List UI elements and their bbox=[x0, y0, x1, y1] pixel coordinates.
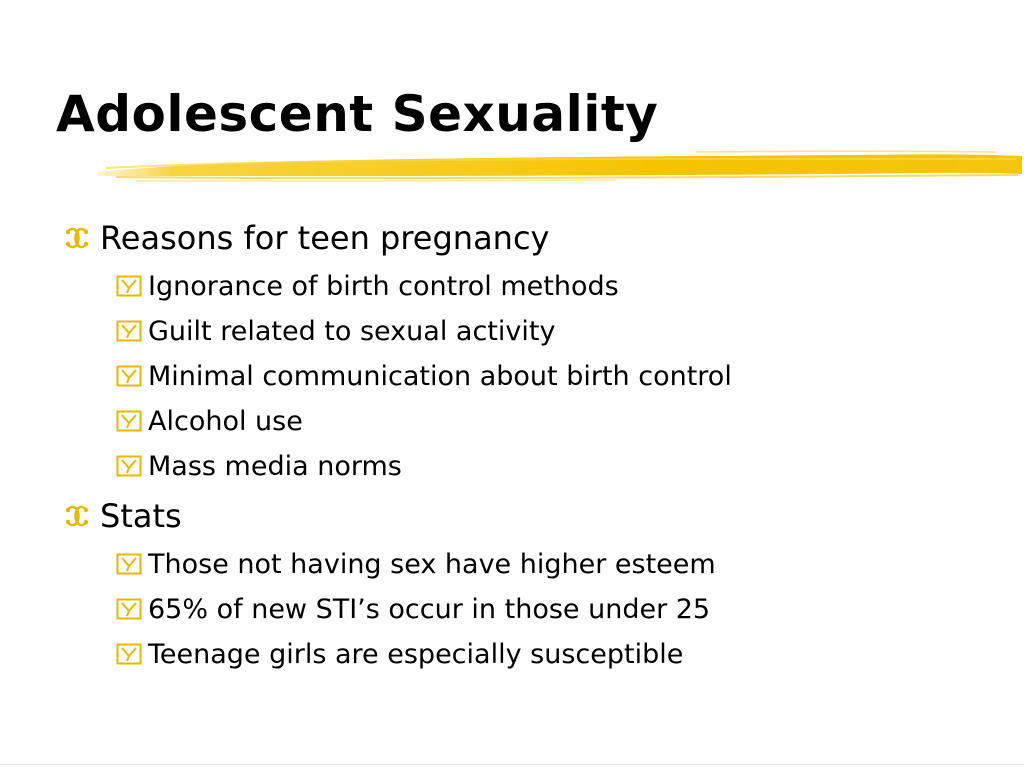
list-item-text: Minimal communication about birth control bbox=[148, 360, 732, 392]
list-item bbox=[116, 359, 732, 393]
list-item bbox=[116, 449, 402, 483]
list-item-text: 65% of new STI’s occur in those under 25 bbox=[148, 593, 711, 625]
checkbox-y-icon bbox=[116, 449, 148, 483]
checkbox-y-icon bbox=[116, 359, 148, 393]
list-item bbox=[116, 404, 303, 438]
checkbox-y-icon bbox=[116, 637, 148, 671]
section-heading-row bbox=[64, 218, 549, 258]
list-item-text: Mass media norms bbox=[148, 450, 402, 482]
checkbox-y-icon bbox=[116, 592, 148, 626]
section-heading-row bbox=[64, 496, 182, 536]
list-item bbox=[116, 314, 555, 348]
footer-divider bbox=[0, 764, 1024, 765]
list-item bbox=[116, 269, 619, 303]
list-item-text: Guilt related to sexual activity bbox=[148, 315, 556, 347]
list-item bbox=[116, 637, 683, 671]
section-heading: Reasons for teen pregnancy bbox=[100, 219, 550, 257]
list-item bbox=[116, 547, 716, 581]
checkbox-y-icon bbox=[116, 547, 148, 581]
section-heading: Stats bbox=[100, 497, 182, 535]
list-item-text: Ignorance of birth control methods bbox=[148, 270, 619, 302]
list-item-text: Those not having sex have higher esteem bbox=[148, 548, 716, 580]
z-arrow-icon bbox=[64, 218, 100, 258]
checkbox-y-icon bbox=[116, 404, 148, 438]
z-arrow-icon bbox=[64, 496, 100, 536]
slide-title: Adolescent Sexuality bbox=[56, 85, 659, 143]
list-item-text: Teenage girls are especially susceptible bbox=[148, 638, 684, 670]
checkbox-y-icon bbox=[116, 314, 148, 348]
list-item-text: Alcohol use bbox=[148, 405, 303, 437]
list-item bbox=[116, 592, 710, 626]
checkbox-y-icon bbox=[116, 269, 148, 303]
